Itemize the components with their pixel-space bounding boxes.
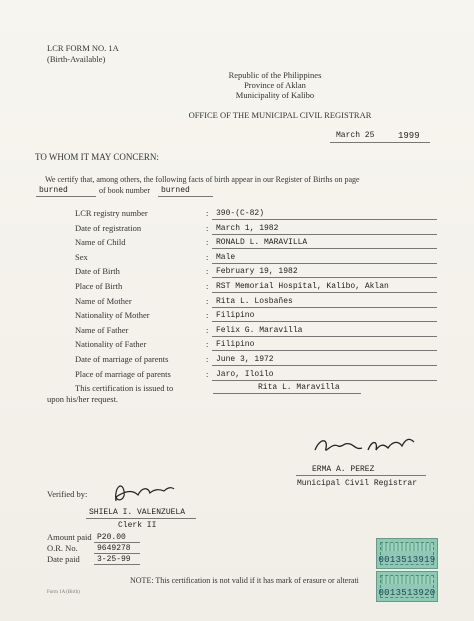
field-colon: : [206,369,209,379]
field-colon: : [206,325,209,335]
field-label: Date of Birth [75,266,120,276]
field-label: LCR registry number [75,208,148,218]
amount-paid-label: Amount paid [47,532,92,542]
form-number: LCR FORM NO. 1A [47,43,119,53]
field-value: Male [216,253,236,262]
field-label: Nationality of Mother [75,310,150,320]
issuance-recipient: Rita L. Maravilla [258,383,340,392]
field-underline [212,248,437,249]
of-book-text: of book number [99,186,151,195]
form-type: (Birth-Available) [47,54,106,64]
field-value: Jaro, Iloilo [216,370,274,379]
verified-by-label: Verified by: [47,489,88,499]
field-value: RONALD L. MARAVILLA [216,238,308,247]
field-underline [212,380,437,381]
field-colon: : [206,296,209,306]
field-value: February 19, 1982 [216,267,298,276]
field-value: Felix G. Maravilla [216,326,303,335]
salutation: TO WHOM IT MAY CONCERN: [35,152,159,162]
field-label: Date of marriage of parents [75,354,169,364]
field-colon: : [206,252,209,262]
intro-line: We certify that, among others, the following facts of birth appear in our Register of Births on page [45,175,360,184]
verifier-title: Clerk II [118,521,157,530]
documentary-stamp: 0013513919 [376,538,438,569]
issue-year: 1999 [398,131,420,141]
field-underline [212,277,437,278]
field-colon: : [206,237,209,247]
registrar-title: Municipal Civil Registrar [297,479,418,488]
field-underline [212,365,437,366]
field-underline [212,336,437,337]
field-colon: : [206,339,209,349]
field-label: Place of Birth [75,281,123,291]
field-colon: : [206,223,209,233]
verifier-signature [108,477,178,507]
field-value: 390-(C-82) [216,209,265,218]
field-colon: : [206,208,209,218]
field-underline [212,307,437,308]
page-value: burned [39,186,68,195]
documentary-stamp: 0013513920 [376,571,438,602]
date-paid-label: Date paid [47,554,80,564]
field-value: Rita L. Losbañes [216,297,293,306]
verifier-name: SHIELA I. VALENZUELA [89,508,186,517]
municipality-line: Municipality of Kalibo [235,90,315,100]
office-title: OFFICE OF THE MUNICIPAL CIVIL REGISTRAR [188,110,372,120]
field-value: Filipino [216,340,255,349]
province-line: Province of Aklan [244,80,306,90]
field-label: Name of Father [75,325,129,335]
field-label: Sex [75,252,88,262]
book-value: burned [161,186,190,195]
field-label: Name of Child [75,237,126,247]
issuance-text: This certification is issued to [75,383,174,393]
or-number-label: O.R. No. [47,543,78,553]
registrar-name: ERMA A. PEREZ [312,465,375,474]
field-label: Nationality of Father [75,339,147,349]
amount-paid-value: P20.00 [97,533,126,542]
validity-note: NOTE: This certification is not valid if it has mark of erasure or alterati [130,576,359,585]
field-label: Place of marriage of parents [75,369,171,379]
date-paid-value: 3-25-99 [97,555,131,564]
issuance-request: upon his/her request. [47,394,119,404]
field-underline [212,292,437,293]
field-colon: : [206,281,209,291]
or-number-value: 9649278 [97,544,131,553]
field-colon: : [206,266,209,276]
field-value: RST Memorial Hospital, Kalibo, Aklan [216,282,389,291]
footer-code: Form 1A (Birth) [47,590,80,595]
field-underline [212,234,437,235]
field-value: March 1, 1982 [216,224,279,233]
field-label: Date of registration [75,223,142,233]
registrar-signature [310,430,420,460]
issue-date: March 25 [336,131,375,140]
field-underline [212,263,437,264]
field-underline [212,350,437,351]
republic-line: Republic of the Philippines [228,70,322,80]
field-label: Name of Mother [75,296,132,306]
field-colon: : [206,354,209,364]
field-value: June 3, 1972 [216,355,274,364]
field-colon: : [206,310,209,320]
field-value: Filipino [216,311,255,320]
field-underline [212,219,437,220]
field-underline [212,321,437,322]
